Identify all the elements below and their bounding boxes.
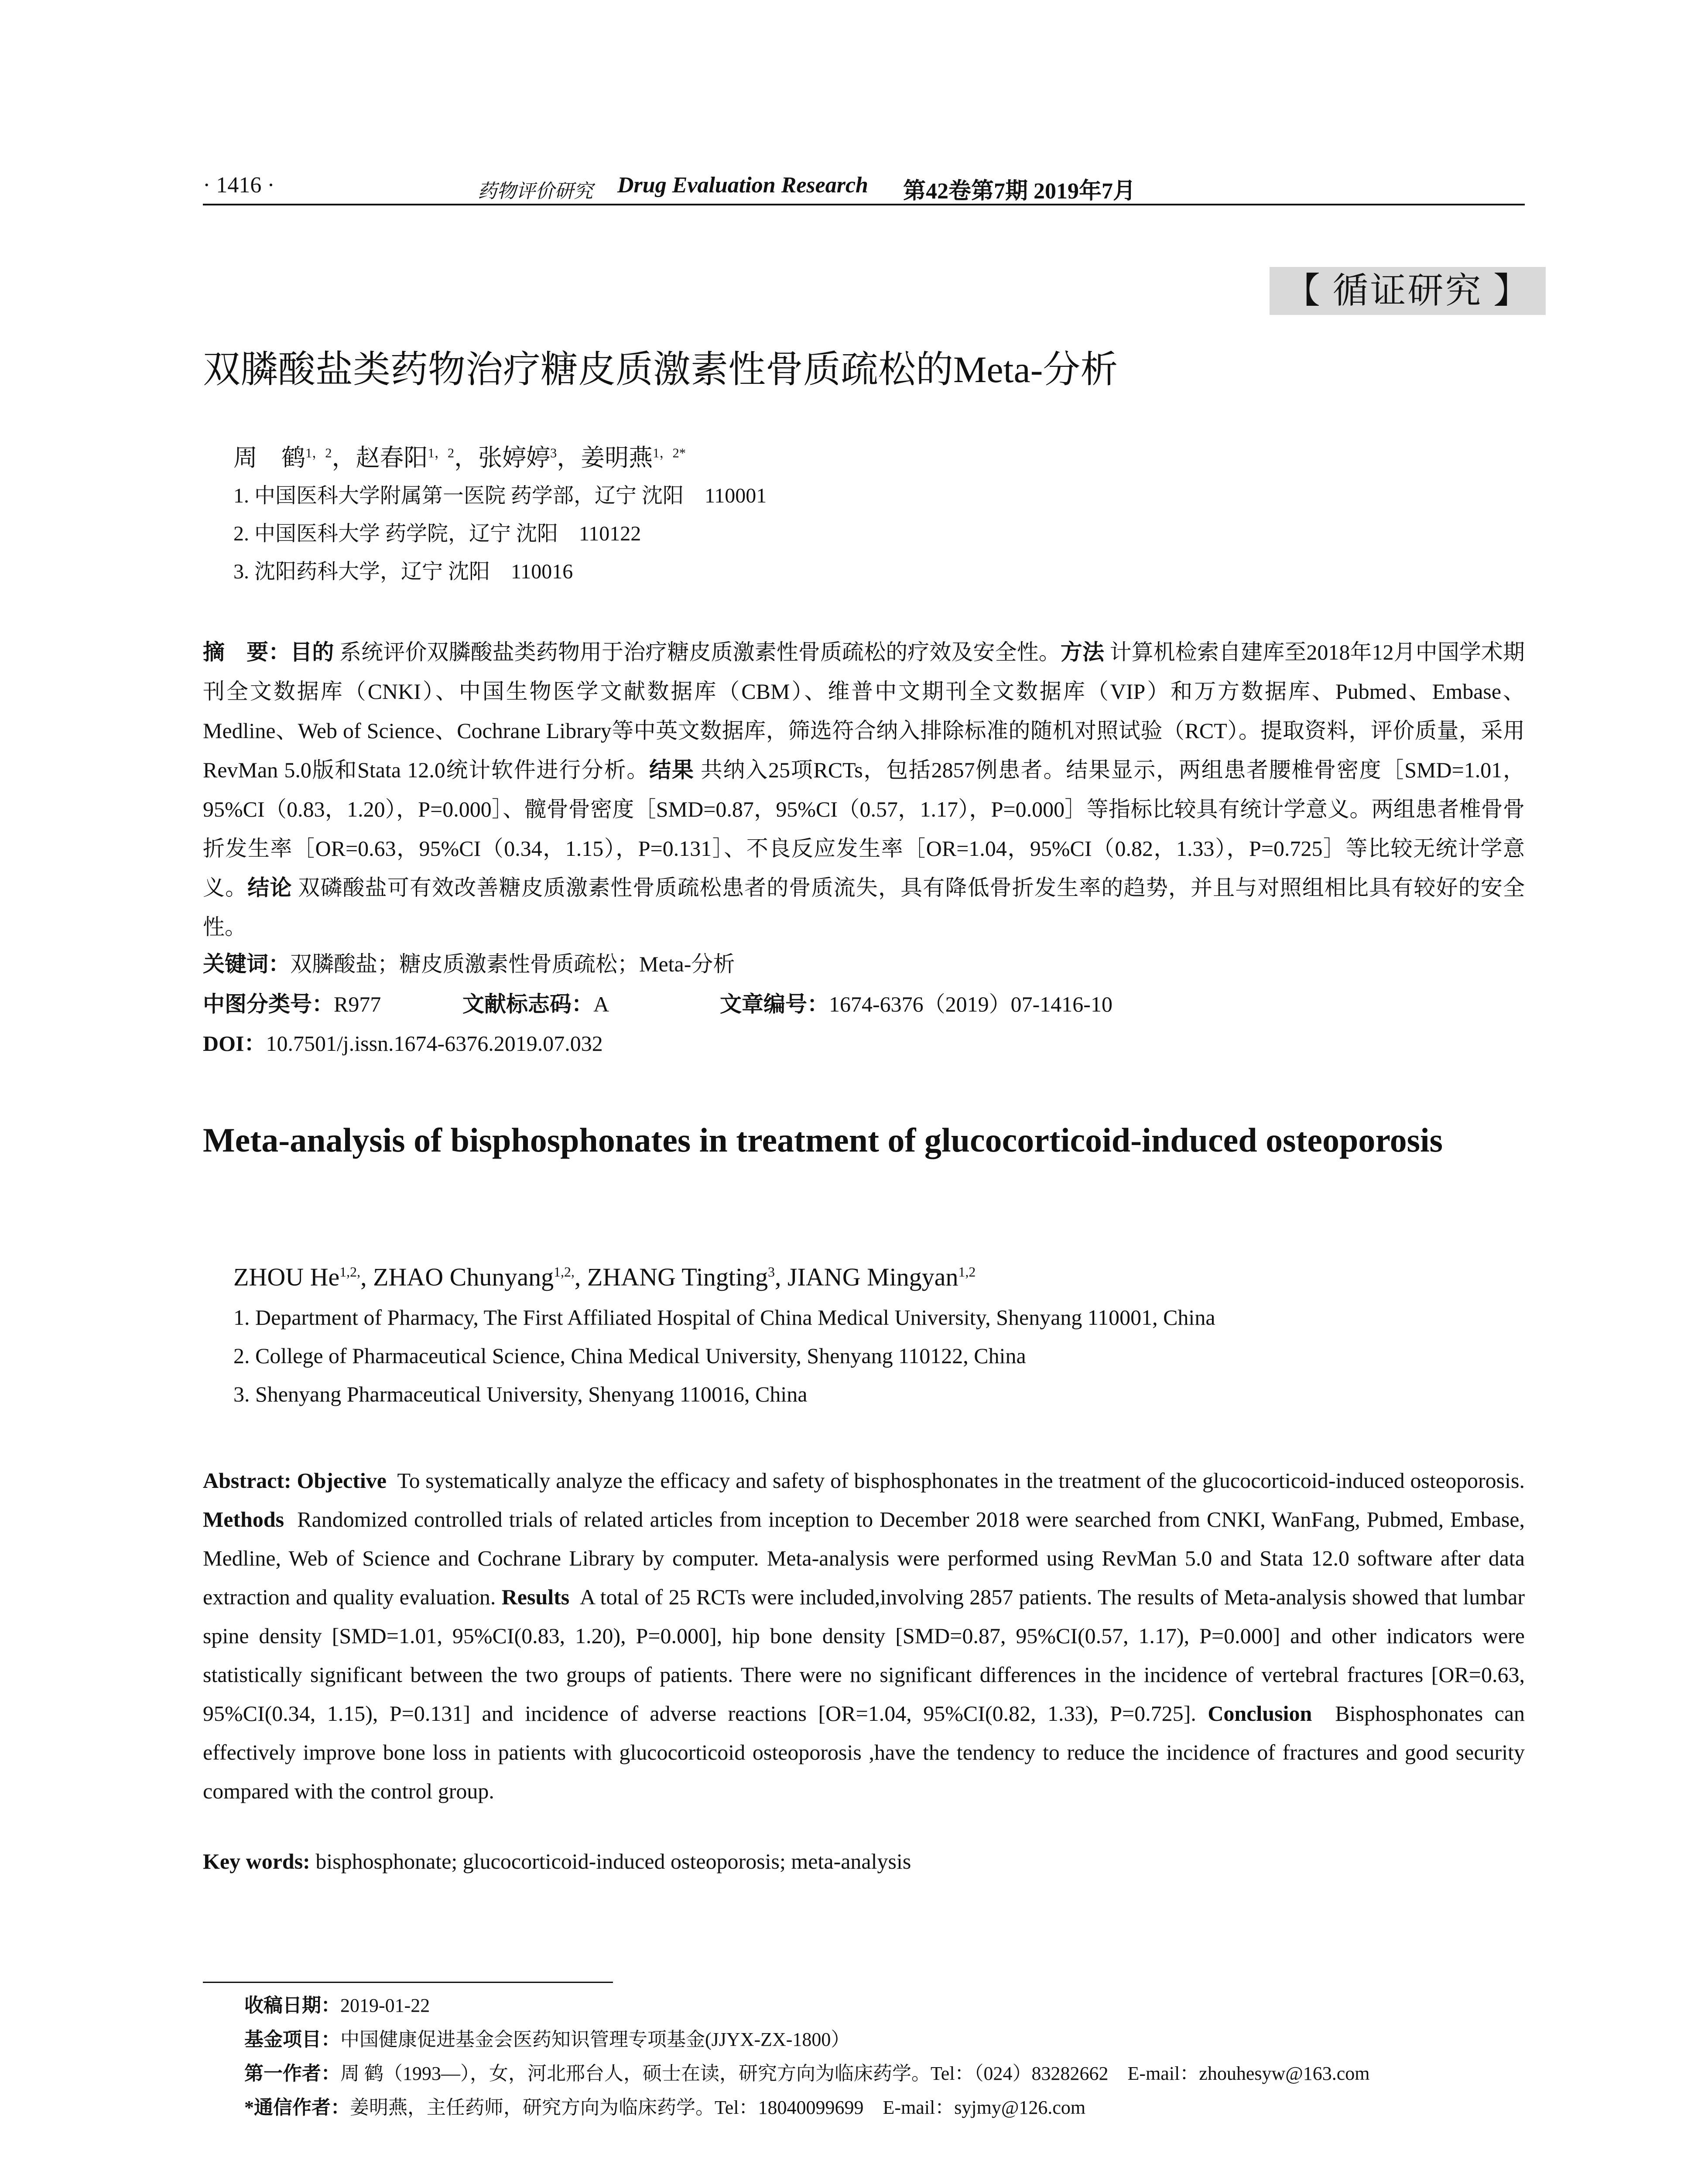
author-separator: , (574, 1263, 587, 1291)
section-tag: 【 循证研究 】 (1270, 267, 1546, 315)
conclusion-label: 结论 (247, 875, 292, 900)
journal-name: Drug Evaluation Research (617, 173, 868, 198)
en-affiliation: 1. Department of Pharmacy, The First Affiliated Hospital of China Medical University, Shenyang 110001, China (233, 1305, 1215, 1330)
footnote-text: 周 鹤（1993—），女，河北邢台人，硕士在读，研究方向为临床药学。Tel：（024）83282662 E-mail：zhouhesyw@163.com (340, 2063, 1370, 2084)
footnote-label: *通信作者： (244, 2097, 350, 2118)
doi-value: 10.7501/j.issn.1674-6376.2019.07.032 (266, 1031, 603, 1056)
page-number: · 1416 · (203, 173, 275, 198)
conclusion-text: Bisphosphonates can effectively improve bone loss in patients with glucocorticoid osteoporosis ,have the tendency to reduce the incidence of fractures and good security compared with the control group. (203, 1701, 1525, 1803)
author-name: 姜明燕 (581, 444, 653, 471)
keywords-label: 关键词： (203, 952, 290, 976)
abstract-label: Abstract: (203, 1468, 291, 1493)
results-text: A total of 25 RCTs were included,involving 2857 patients. The results of Meta-analysis showed that lumbar spine density [SMD=1.01, 95%CI(0.83, 1.20), P=0.000], hip bone density [SMD=0.87, 95%CI(0.57, 1.17), P=0.000] and other indicators were statistically significant between the two groups of patients. There were no significant differences in the incidence of vertebral fractures [OR=0.63, 95%CI(0.34, 1.15), P=0.131] and incidence of adverse reactions [OR=1.04, 95%CI(0.82, 1.33), P=0.725]. (203, 1585, 1525, 1726)
doc-code-row (462, 989, 609, 1019)
author-separator: , (775, 1263, 788, 1291)
author-separator: ， (557, 444, 581, 471)
en-affiliation: 2. College of Pharmaceutical Science, China Medical University, Shenyang 110122, China (233, 1343, 1026, 1368)
footnote-received (244, 1993, 430, 2019)
methods-text: 计算机检索自建库至2018年12月中国学术期刊全文数据库（CNKI）、中国生物医学文献数据库（CBM）、维普中文期刊全文数据库（VIP）和万方数据库、Pubmed、Embase、Medline、Web of Science、Cochrane Library等中英文数据库，筛选符合纳入排除标准的随机对照试验（RCT）。提取资料，评价质量，采用RevMan 5.0版和Stata 12.0统计软件进行分析。 (203, 640, 1525, 782)
en-affiliation: 3. Shenyang Pharmaceutical University, Shenyang 110016, China (233, 1382, 808, 1406)
author-sup: 3 (550, 445, 557, 461)
doc-code-value: A (593, 992, 609, 1016)
author-name: JIANG Mingyan (787, 1263, 958, 1291)
footnote-label: 第一作者： (244, 2063, 340, 2084)
conclusion-label: Conclusion (1208, 1701, 1312, 1726)
en-abstract (203, 1461, 1525, 1811)
doc-code-label: 文献标志码： (462, 992, 593, 1016)
methods-label: Methods (203, 1507, 284, 1531)
author-separator: ， (454, 444, 479, 471)
author-separator: , (360, 1263, 373, 1291)
author-sup: 3 (768, 1264, 775, 1280)
author-separator: ， (332, 444, 356, 471)
methods-text: Randomized controlled trials of related articles from inception to December 2018 were searched from CNKI, WanFang, Pubmed, Embase, Medline, Web of Science and Cochrane Library by computer. Meta-analysis were performed using RevMan 5.0 and Stata 12.0 software after data extraction and quality evaluation. (203, 1507, 1525, 1609)
cn-keywords (203, 949, 735, 979)
cn-authors (233, 441, 686, 475)
author-name: ZHAO Chunyang (373, 1263, 554, 1291)
article-no-value: 1674-6376（2019）07-1416-10 (829, 992, 1112, 1016)
keywords-text: 双膦酸盐；糖皮质激素性骨质疏松；Meta-分析 (290, 952, 735, 976)
author-name: ZHANG Tingting (587, 1263, 768, 1291)
cn-title: 双膦酸盐类药物治疗糖皮质激素性骨质疏松的Meta-分析 (203, 349, 1118, 390)
objective-text: 系统评价双膦酸盐类药物用于治疗糖皮质激素性骨质疏松的疗效及安全性。 (339, 640, 1061, 664)
author-name: 张婷婷 (478, 444, 551, 471)
clc-row (203, 989, 381, 1019)
journal-logo: 药物评价研究 (478, 181, 593, 202)
cn-affiliation: 3. 沈阳药科大学，辽宁 沈阳 110016 (233, 560, 573, 583)
results-text: 共纳入25项RCTs，包括2857例患者。结果显示，两组患者腰椎骨密度［SMD=1.01，95%CI（0.83，1.20），P=0.000］、髋骨骨密度［SMD=0.87，95%CI（0.57，1.17），P=0.000］等指标比较具有统计学意义。两组患者椎骨骨折发生率［OR=0.63，95%CI（0.34，1.15），P=0.131］、不良反应发生率［OR=1.04，95%CI（0.82，1.33），P=0.725］等比较无统计学意义。 (203, 758, 1525, 900)
conclusion-text: 双磷酸盐可有效改善糖皮质激素性骨质疏松患者的骨质流失，具有降低骨折发生率的趋势，并且与对照组相比具有较好的安全性。 (203, 875, 1525, 939)
article-no-row (720, 989, 1112, 1019)
footnote-rule (203, 1982, 613, 1983)
footnote-text: 姜明燕，主任药师，研究方向为临床药学。Tel：18040099699 E-mail：syjmy@126.com (350, 2097, 1086, 2118)
objective-label: Objective (297, 1468, 387, 1493)
footnote-label: 收稿日期： (244, 1995, 340, 2016)
author-sup: 1,2 (958, 1264, 976, 1280)
author-sup: 1，2 (305, 445, 332, 461)
footnote-corresponding (244, 2095, 1085, 2121)
keywords-text: bisphosphonate; glucocorticoid-induced osteoporosis; meta-analysis (315, 1849, 911, 1873)
en-title: Meta-analysis of bisphosphonates in treatment of glucocorticoid-induced osteoporosis (203, 1121, 1443, 1159)
footnote-text: 中国健康促进基金会医药知识管理专项基金(JJYX-ZX-1800） (340, 2029, 850, 2050)
footnote-label: 基金项目： (244, 2029, 340, 2050)
methods-label: 方法 (1060, 640, 1105, 664)
author-sup: 1，2* (653, 445, 686, 461)
footnote-text: 2019-01-22 (340, 1995, 430, 2016)
abstract-label: 摘 要： (203, 640, 291, 664)
objective-label: 目的 (290, 640, 334, 664)
objective-text: To systematically analyze the efficacy and safety of bisphosphonates in the treatment of the glucocorticoid-induced osteoporosis. (397, 1468, 1525, 1493)
doi-label: DOI： (203, 1031, 266, 1056)
footnote-first-author (244, 2061, 1370, 2087)
cn-abstract (203, 632, 1525, 947)
journal-issue: 第42卷第7期 2019年7月 (903, 179, 1136, 204)
clc-value: R977 (334, 992, 381, 1016)
en-keywords (203, 1846, 911, 1877)
doi-row (203, 1028, 603, 1059)
cn-affiliation: 2. 中国医科大学 药学院，辽宁 沈阳 110122 (233, 522, 641, 545)
author-sup: 1，2 (428, 445, 455, 461)
clc-label: 中图分类号： (203, 992, 334, 1016)
en-authors (233, 1260, 976, 1295)
author-name: 周 鹤 (233, 444, 306, 471)
cn-affiliation: 1. 中国医科大学附属第一医院 药学部，辽宁 沈阳 110001 (233, 484, 767, 507)
author-sup: 1,2, (554, 1264, 575, 1280)
keywords-label: Key words: (203, 1849, 310, 1873)
author-name: ZHOU He (233, 1263, 340, 1291)
header-rule (203, 204, 1525, 205)
author-name: 赵春阳 (356, 444, 428, 471)
article-no-label: 文章编号： (720, 992, 829, 1016)
author-sup: 1,2, (339, 1264, 361, 1280)
footnote-funding (244, 2027, 850, 2053)
results-label: Results (501, 1585, 570, 1609)
results-label: 结果 (649, 758, 695, 782)
